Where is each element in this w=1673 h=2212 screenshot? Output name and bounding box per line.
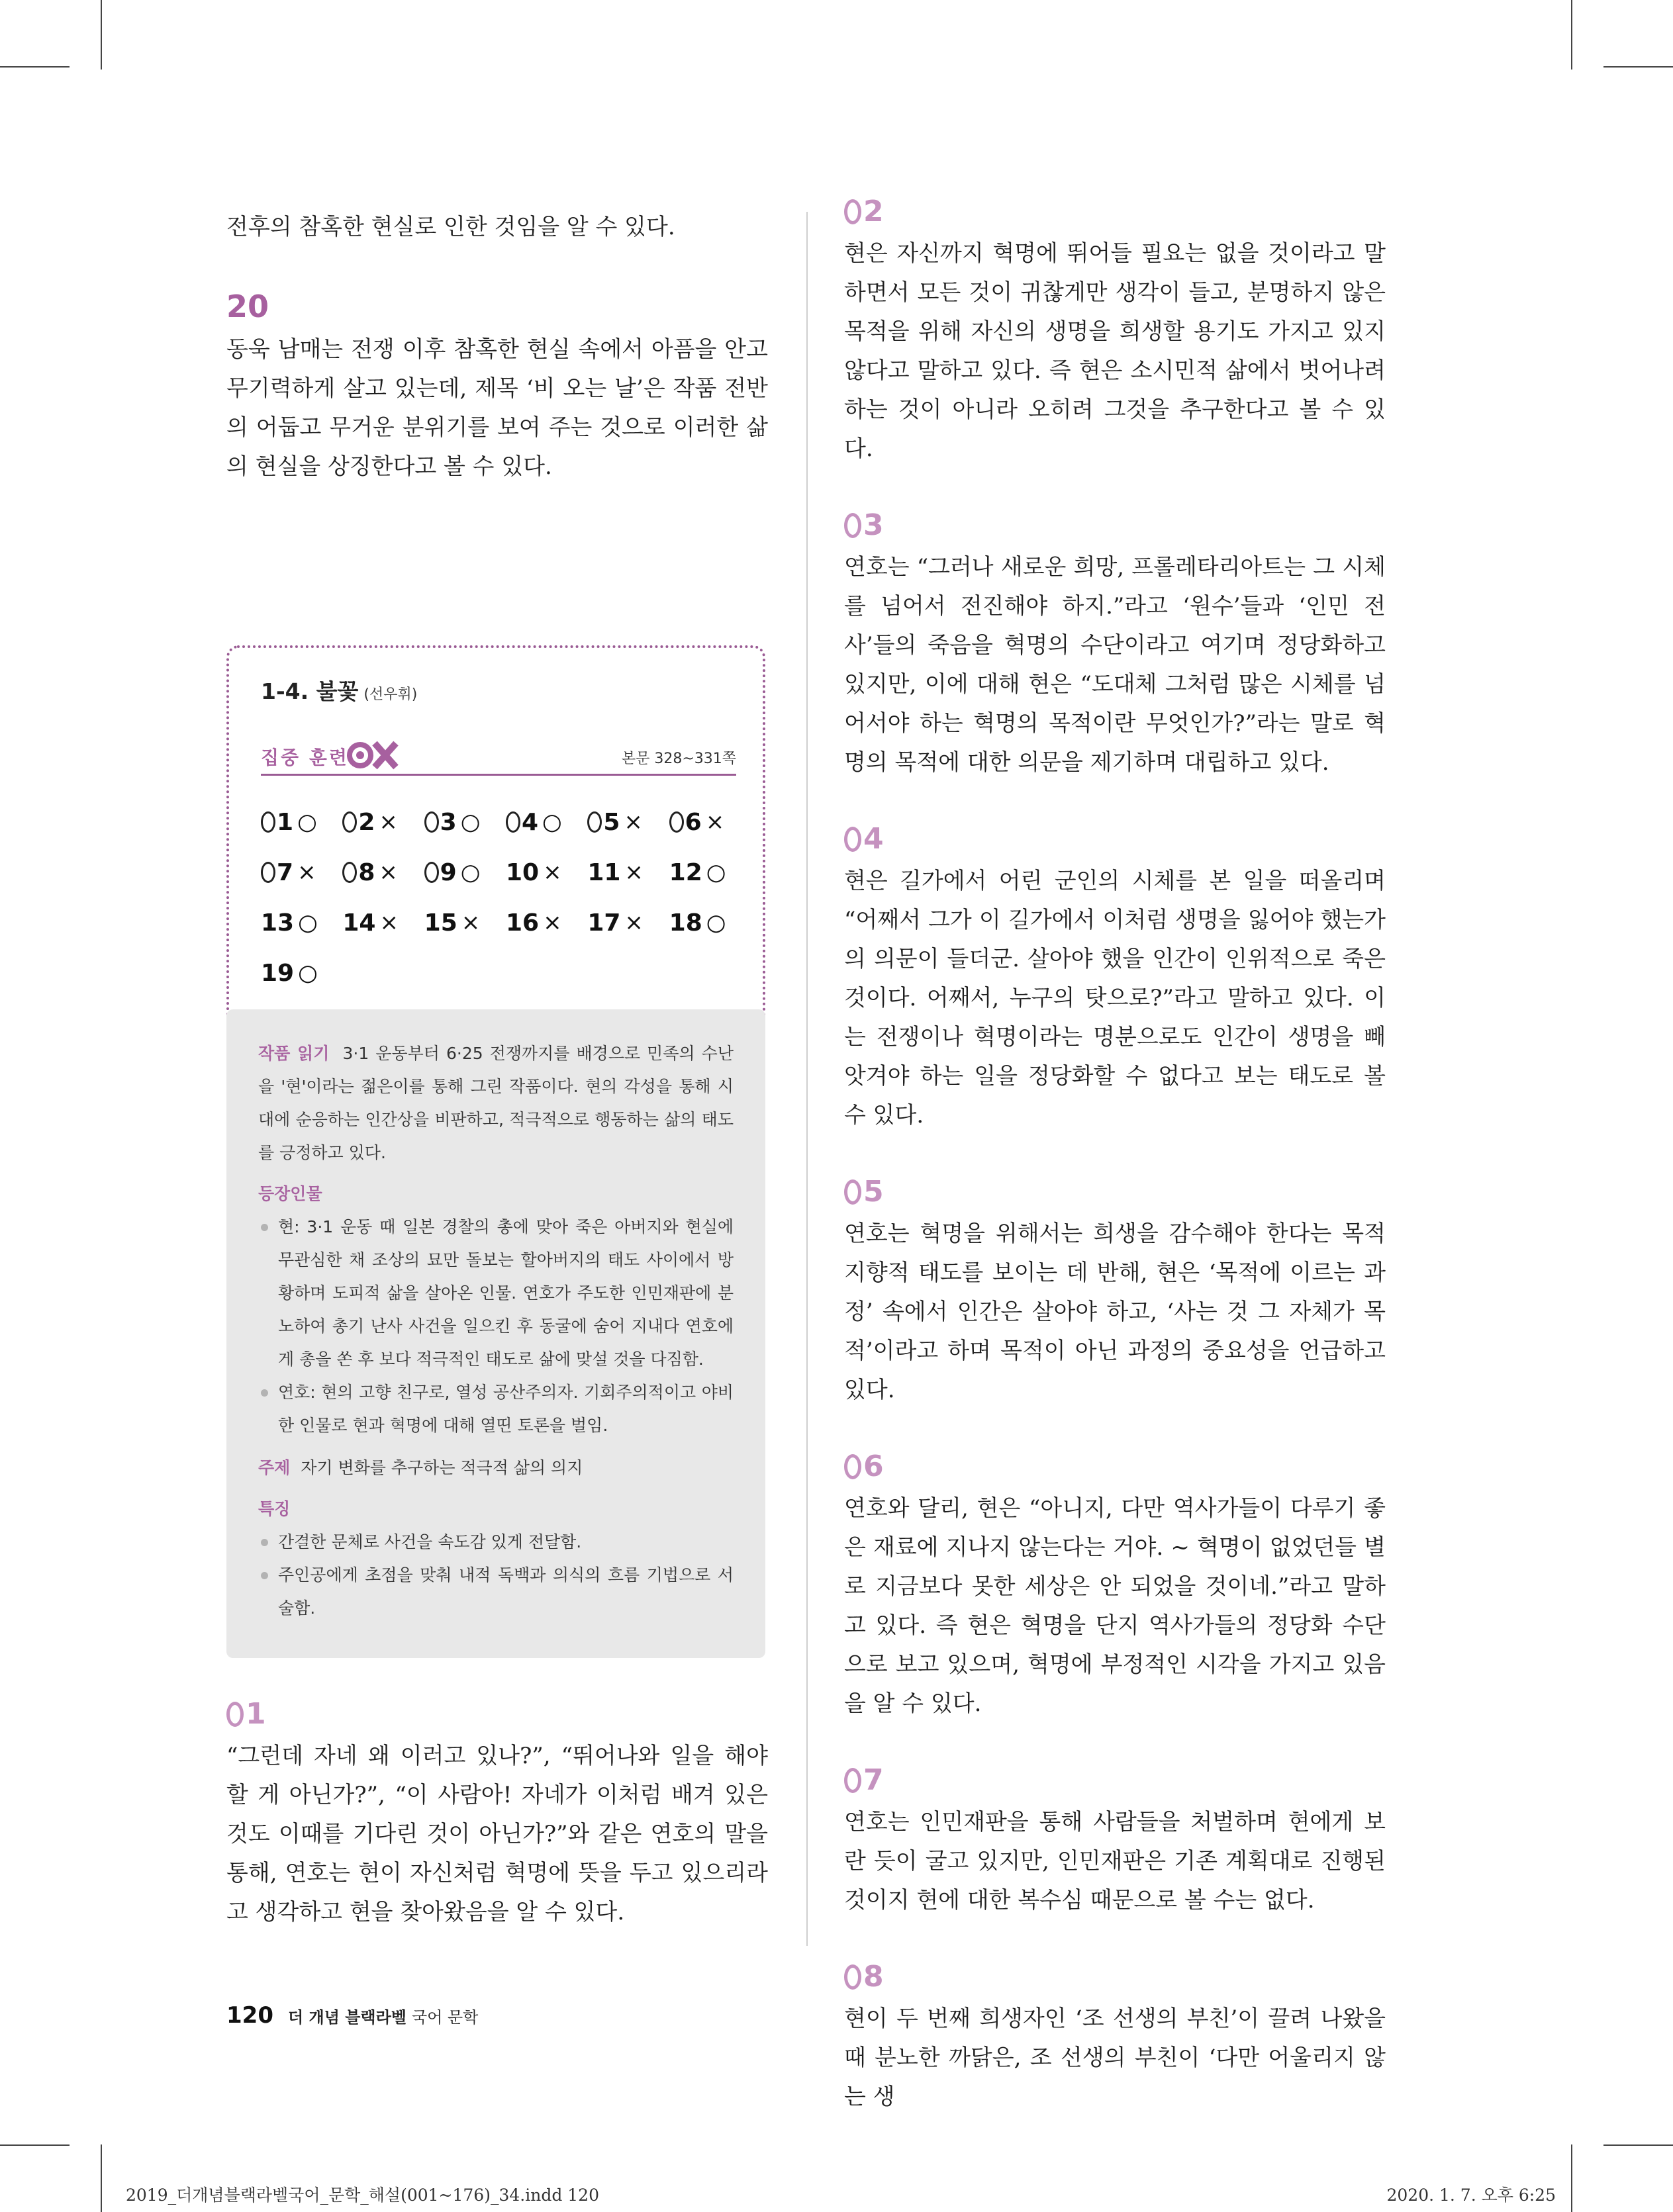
answer-cell <box>424 847 506 898</box>
crop-mark <box>0 66 70 68</box>
answer-cell-number: 2 <box>342 809 375 836</box>
answer-cell-mark: × <box>624 909 644 936</box>
theme-paragraph <box>258 1452 734 1485</box>
answer-cell-mark: × <box>543 859 562 886</box>
print-slug-date: 2020. 1. 7. 오후 6:25 <box>1386 2186 1556 2205</box>
answer-cell-number: 4 <box>506 809 538 836</box>
answer-cell <box>424 797 506 847</box>
column-divider <box>806 212 808 1946</box>
answer-cell-mark: × <box>461 909 481 936</box>
answer-cell <box>669 847 751 898</box>
crop-mark <box>1571 2144 1572 2212</box>
page-number: 120 <box>226 2002 273 2029</box>
answer-grid <box>261 797 751 998</box>
answer-number: 1 <box>226 1694 768 1734</box>
crop-mark <box>0 2144 70 2146</box>
answer-cell-number: 7 <box>261 859 293 886</box>
answer-number: 4 <box>844 819 1386 859</box>
page-footer <box>226 2002 478 2029</box>
answer-cell-mark: × <box>624 859 644 886</box>
train-label: 집중 훈련 <box>261 747 349 768</box>
answer-cell-number: 3 <box>424 809 457 836</box>
answer-cell-mark: × <box>297 859 316 886</box>
reading-text: 3·1 운동부터 6·25 전쟁까지를 배경으로 민족의 수난을 '현'이라는 젊은이를 통해 그린 작품이다. 현의 각성을 통해 시대에 순응하는 인간상을 비판하고, 적극적으로 행동하는 삶의 태도를 긍정하고 있다. <box>258 1044 734 1162</box>
answer-cell-mark: × <box>379 859 398 886</box>
answer-section <box>844 1172 1386 1410</box>
answer-section <box>844 1957 1386 2117</box>
answer-cell-number: 16 <box>505 909 540 937</box>
characters-label: 등장인물 <box>258 1184 322 1203</box>
answer-text: 연호는 “그러나 새로운 희망, 프롤레타리아트는 그 시체를 넘어서 전진해야 하지.”라고 ‘원수’들과 ‘인민 전사’들의 죽음을 혁명의 수단이라고 여기며 정당화하고 있지만, 이에 대해 현은 “도대체 그처럼 많은 시체를 넘어서야 하는 혁명의 목적이란 무엇인가?”라는 말로 혁명의 목적에 대한 의문을 제기하며 대립하고 있다. <box>844 554 1386 776</box>
answer-text: 연호와 달리, 현은 “아니지, 다만 역사가들이 다루기 좋은 재료에 지나지 않는다는 거야. ~ 혁명이 없었던들 별로 지금보다 못한 세상은 안 되었을 것이네.”라고 말하고 있다. 즉 현은 혁명을 단지 역사가들의 정당화 수단으로 보고 있으며, 혁명에 부정적인 시각을 가지고 있음을 알 수 있다. <box>844 1495 1386 1717</box>
right-column <box>844 192 1386 2154</box>
answer-number: 8 <box>844 1957 1386 1997</box>
work-title-text: 1-4. 불꽃 <box>261 678 359 704</box>
book-title: 더 개념 블랙라벨 <box>287 2008 406 2027</box>
answer-section <box>844 506 1386 782</box>
answer-cell-number: 13 <box>261 909 295 937</box>
answer-cell-mark: × <box>543 909 562 936</box>
answer-text: “그런데 자네 왜 이러고 있나?”, “뛰어나와 일을 해야 할 게 아닌가?”, “이 사람아! 자네가 이처럼 배겨 있은 것도 이때를 기다린 것이 아닌가?”와 같은 연호의 말을 통해, 연호는 현이 자신처럼 혁명에 뜻을 두고 있으리라고 생각하고 현을 찾아왔음을 알 수 있다. <box>226 1743 768 1925</box>
answer-cell <box>587 797 669 847</box>
answer-number: 6 <box>844 1447 1386 1487</box>
answer-cell-number: 5 <box>587 809 620 836</box>
answer-cell <box>587 847 669 898</box>
answer-cell <box>506 847 587 898</box>
answer-cell-mark: ○ <box>297 809 317 835</box>
answer-cell-mark: ○ <box>706 859 726 886</box>
answer-20 <box>226 287 768 486</box>
features-label: 특징 <box>258 1499 291 1518</box>
answer-cell-number: 17 <box>587 909 621 937</box>
answer-cell-mark: × <box>379 809 398 835</box>
answer-row <box>261 898 751 948</box>
crop-mark <box>1571 0 1572 69</box>
ox-answer-box <box>226 645 765 1016</box>
answer-row <box>261 847 751 898</box>
answer-number: 3 <box>844 506 1386 545</box>
crop-mark <box>1603 66 1673 68</box>
answer-cell-mark: × <box>705 809 725 835</box>
work-info-box <box>226 1009 765 1658</box>
ox-logo-icon <box>346 738 401 772</box>
answer-cell <box>424 898 506 948</box>
answer-cell <box>506 898 587 948</box>
answer-cell-mark: ○ <box>460 859 481 886</box>
character-item: 현: 3·1 운동 때 일본 경찰의 총에 맞아 죽은 아버지와 현실에 무관심한 채 조상의 묘만 돌보는 할아버지의 태도 사이에서 방황하며 도피적 삶을 살아온 인물. 연호가 주도한 인민재판에 분노하여 총기 난사 사건을 일으킨 후 동굴에 숨어 지내다 연호에게 총을 쏜 후 보다 적극적인 태도로 삶에 맞설 것을 다짐함. <box>258 1211 734 1376</box>
theme-label: 주제 <box>258 1458 291 1477</box>
answer-cell <box>342 797 424 847</box>
answer-cell <box>669 797 751 847</box>
answer-text: 연호는 인민재판을 통해 사람들을 처벌하며 현에게 보란 듯이 굴고 있지만, 인민재판은 기존 계획대로 진행된 것이지 현에 대한 복수심 때문으로 볼 수는 없다. <box>844 1809 1386 1913</box>
page-reference: 본문 328~331쪽 <box>621 751 736 767</box>
theme-text: 자기 변화를 추구하는 적극적 삶의 의지 <box>301 1458 583 1477</box>
book-subtitle: 국어 문학 <box>411 2008 479 2027</box>
answer-cell-mark: × <box>624 809 643 835</box>
answer-cell-number: 1 <box>261 809 293 836</box>
answer-cell <box>669 898 751 948</box>
answer-cell <box>342 847 424 898</box>
answer-cell-mark: ○ <box>298 960 318 986</box>
answer-cell-mark: ○ <box>706 909 726 936</box>
answer-cell <box>261 898 342 948</box>
intro-text: 전후의 참혹한 현실로 인한 것임을 알 수 있다. <box>226 214 675 240</box>
answer-number: 7 <box>844 1761 1386 1800</box>
work-author: (선우휘) <box>363 686 418 703</box>
crop-mark <box>101 0 102 69</box>
answer-cell <box>261 948 343 998</box>
answer-text: 현은 자신까지 혁명에 뛰어들 필요는 없을 것이라고 말하면서 모든 것이 귀찮게만 생각이 들고, 분명하지 않은 목적을 위해 자신의 생명을 희생할 용기도 가지고 있지 않다고 말하고 있다. 즉 현은 소시민적 삶에서 벗어나려 하는 것이 아니라 오히려 그것을 추구한다고 볼 수 있다. <box>844 240 1386 462</box>
answer-number: 5 <box>844 1172 1386 1212</box>
reading-label: 작품 읽기 <box>258 1044 330 1063</box>
answer-cell-number: 11 <box>587 858 621 886</box>
answer-cell-number: 8 <box>342 859 375 886</box>
answer-section <box>844 819 1386 1135</box>
answer-section <box>844 1761 1386 1920</box>
answer-text: 연호는 혁명을 위해서는 희생을 감수해야 한다는 목적 지향적 태도를 보이는 데 반해, 현은 ‘목적에 이르는 과정’ 속에서 인간은 살아야 하고, ‘사는 것 그 자체가 목적’이라고 하며 목적이 아닌 과정의 중요성을 언급하고 있다. <box>844 1221 1386 1403</box>
character-item: 연호: 현의 고향 친구로, 열성 공산주의자. 기회주의적이고 야비한 인물로 현과 혁명에 대해 열띤 토론을 벌임. <box>258 1376 734 1442</box>
answer-cell-number: 9 <box>424 859 457 886</box>
answer-cell-mark: ○ <box>460 809 481 835</box>
answer-01 <box>226 1694 768 1932</box>
feature-item: 주인공에게 초점을 맞춰 내적 독백과 의식의 흐름 기법으로 서술함. <box>258 1559 734 1625</box>
answer-cell <box>342 898 424 948</box>
answer-cell-number: 12 <box>669 858 702 886</box>
print-slug-file: 2019_더개념블랙라벨국어_문학_해설(001~176)_34.indd 120 <box>126 2186 599 2205</box>
answer-cell-number: 10 <box>505 858 540 886</box>
answer-number: 20 <box>226 289 269 324</box>
feature-item: 간결한 문체로 사건을 속도감 있게 전달함. <box>258 1526 734 1559</box>
answer-cell-number: 14 <box>342 909 376 937</box>
ox-header <box>261 739 736 776</box>
answer-cell-mark: × <box>379 909 399 936</box>
answer-cell <box>261 797 342 847</box>
answer-cell-number: 18 <box>669 909 702 937</box>
answer-cell-mark: ○ <box>542 809 562 835</box>
answer-cell-number: 6 <box>669 809 702 836</box>
crop-mark <box>1603 2144 1673 2146</box>
crop-mark <box>101 2144 102 2212</box>
answer-text: 현은 길가에서 어린 군인의 시체를 본 일을 떠올리며 “어째서 그가 이 길가에서 이처럼 생명을 잃어야 했는가의 의문이 들더군. 살아야 했을 인간이 인위적으로 죽은 것이다. 어째서, 누구의 탓으로?”라고 말하고 있다. 이는 전쟁이나 혁명이라는 명분으로도 인간이 생명을 빼앗겨야 하는 일을 정당화할 수 없다고 보는 태도로 볼 수 있다. <box>844 868 1386 1129</box>
answer-row <box>261 797 751 847</box>
answer-cell <box>506 797 587 847</box>
answer-row <box>261 948 751 998</box>
answer-cell <box>261 847 342 898</box>
reading-paragraph <box>258 1037 734 1170</box>
answer-cell-number: 19 <box>261 959 295 987</box>
answer-section <box>844 1447 1386 1724</box>
answer-section <box>844 192 1386 469</box>
answer-cell <box>587 898 669 948</box>
answer-number: 2 <box>844 192 1386 232</box>
work-title <box>261 674 417 706</box>
answer-text: 현이 두 번째 희생자인 ‘조 선생의 부친’이 끌려 나왔을 때 분노한 까닭은, 조 선생의 부친이 ‘다만 어울리지 않는 생 <box>844 2005 1386 2110</box>
answer-text: 동욱 남매는 전쟁 이후 참혹한 현실 속에서 아픔을 안고 무기력하게 살고 있는데, 제목 ‘비 오는 날’은 작품 전반의 어둡고 무거운 분위기를 보여 주는 것으로 이러한 삶의 현실을 상징한다고 볼 수 있다. <box>226 336 768 480</box>
left-column <box>226 192 768 524</box>
answer-cell-number: 15 <box>424 909 457 937</box>
answer-cell-mark: ○ <box>298 909 318 936</box>
